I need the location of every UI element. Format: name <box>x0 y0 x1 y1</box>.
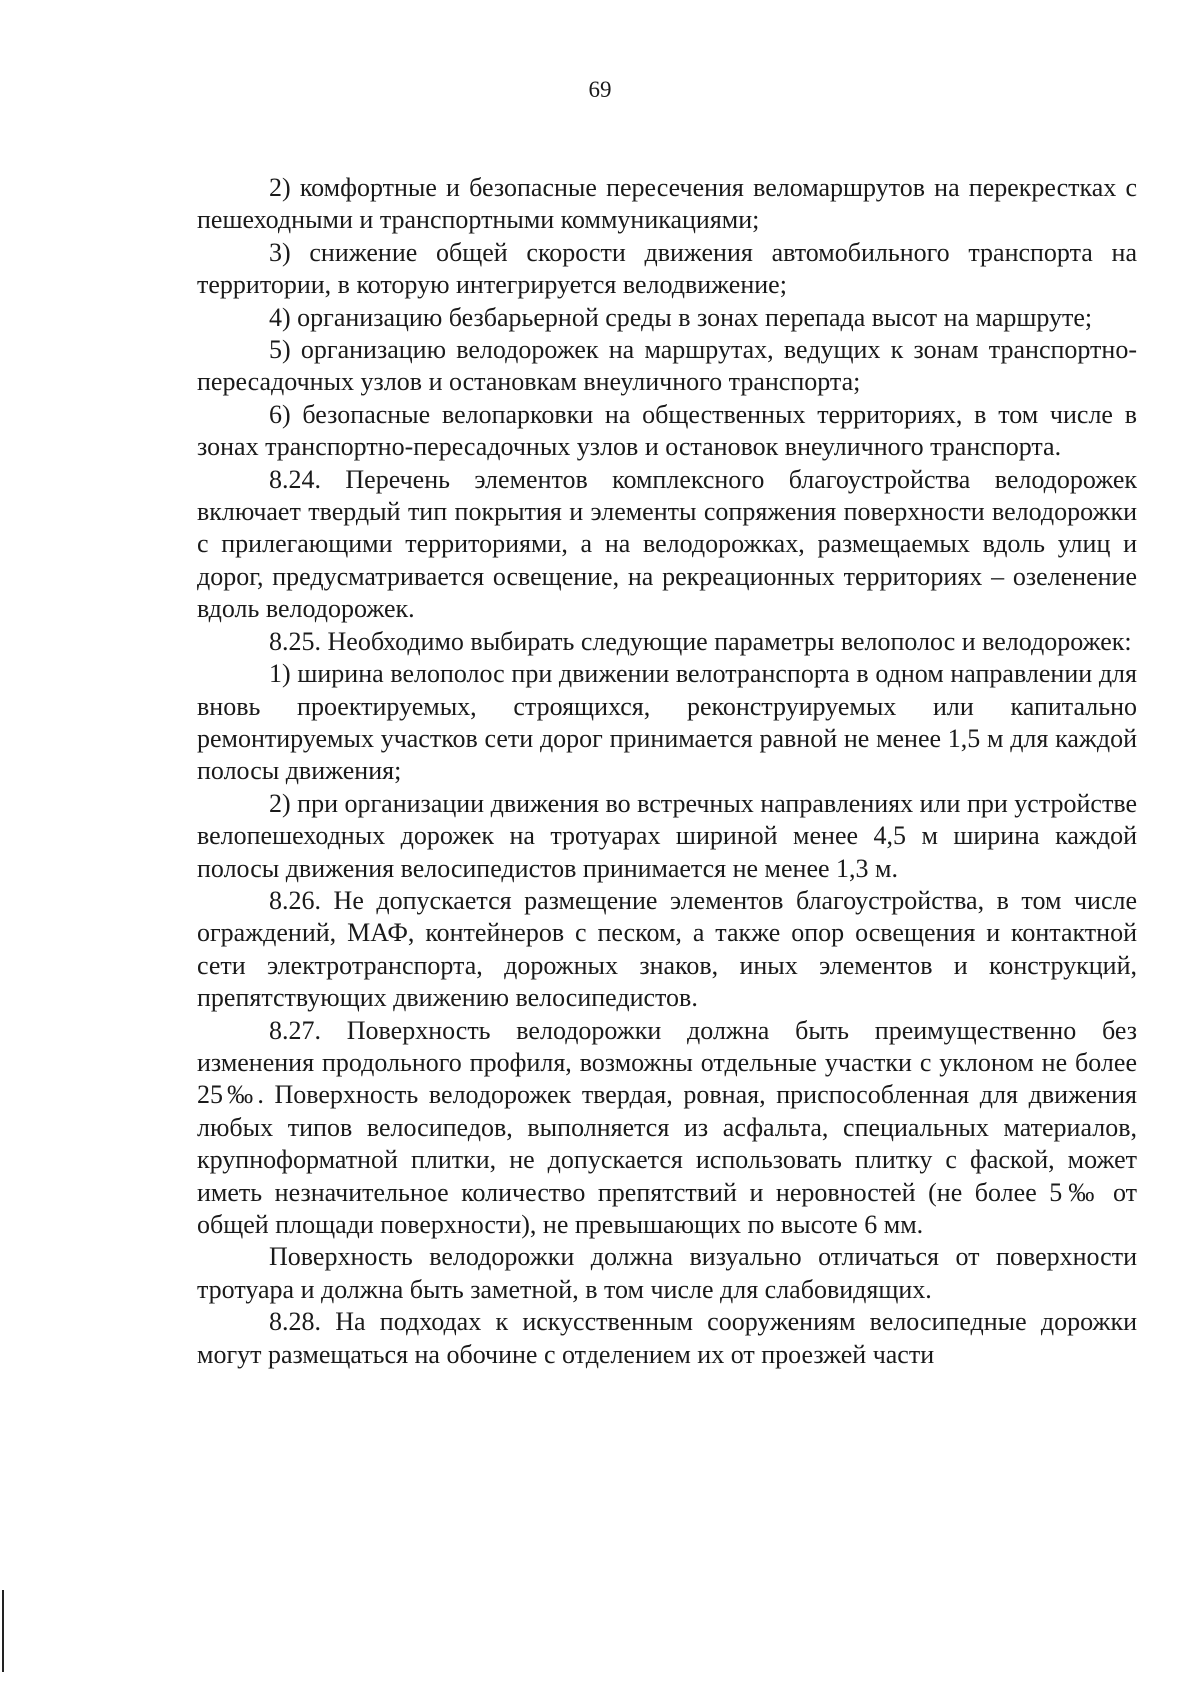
scan-margin-line <box>2 1590 4 1672</box>
paragraph-item-5: 5) организацию велодорожек на маршрутах, ведущих к зонам транспортно-пересадочных узлов и остановкам внеуличного транспорта; <box>197 335 1137 397</box>
paragraph-8-26: 8.26. Не допускается размещение элементов благоустройства, в том числе ограждений, МАФ, контейнеров с песком, а также опор освещения и контактной сети электротранспорта, дорожных знаков, иных элементов и конструкций, препятствующих движению велосипедистов. <box>197 885 1137 1013</box>
paragraph-item-3: 3) снижение общей скорости движения автомобильного транспорта на территории, в которую интегрируется велодвижение; <box>197 237 1137 300</box>
paragraph-8-28: 8.28. На подходах к искусственным сооружениям велосипедные дорожки могут размещаться на обочине с отделением их от проезжей части <box>197 1307 1137 1369</box>
page-number: 69 <box>588 77 612 102</box>
document-body <box>197 172 1137 1371</box>
paragraph-8-27-surface: Поверхность велодорожки должна визуально отличаться от поверхности тротуара и должна быть заметной, в том числе для слабовидящих. <box>197 1242 1137 1304</box>
paragraph-8-25: 8.25. Необходимо выбирать следующие параметры велополос и велодорожек: <box>269 626 1132 656</box>
paragraph-8-24: 8.24. Перечень элементов комплексного благоустройства велодорожек включает твердый тип покрытия и элементы сопряжения поверхности велодорожки с прилегающими территориями, а на велодорожках, размещаемых вдоль улиц и дорог, предусматривается освещение, на рекреационных территориях – озеленение вдоль велодорожек. <box>197 464 1137 624</box>
paragraph-8-27: 8.27. Поверхность велодорожки должна быть преимущественно без изменения продольного профиля, возможны отдельные участки с уклоном не более 25‰. Поверхность велодорожек твердая, ровная, приспособленная для движения любых типов велосипедов, выполняется из асфальта, специальных материалов, крупноформатной плитки, не допускается использовать плитку с фаской, может иметь незначительное количество препятствий и неровностей (не более 5‰ от общей площади поверхности), не превышающих по высоте 6 мм. <box>197 1015 1137 1239</box>
paragraph-8-25-item-2: 2) при организации движения во встречных направлениях или при устройстве велопешеходных дорожек на тротуарах шириной менее 4,5 м ширина каждой полосы движения велосипедистов принимается не менее 1,3 м. <box>197 788 1137 883</box>
paragraph-8-25-item-1: 1) ширина велополос при движении велотранспорта в одном направлении для вновь проектируемых, строящихся, реконструируемых или капитально ремонтируемых участков сети дорог принимается равной не менее 1,5 м для каждой полосы движения; <box>197 659 1137 786</box>
paragraph-item-2: 2) комфортные и безопасные пересечения веломаршрутов на перекрестках с пешеходными и транспортными коммуникациями; <box>197 173 1137 235</box>
paragraph-item-6: 6) безопасные велопарковки на общественных территориях, в том числе в зонах транспортно-пересадочных узлов и остановок внеуличного транспорта. <box>197 399 1137 462</box>
paragraph-item-4: 4) организацию безбарьерной среды в зонах перепада высот на маршруте; <box>269 302 1093 332</box>
